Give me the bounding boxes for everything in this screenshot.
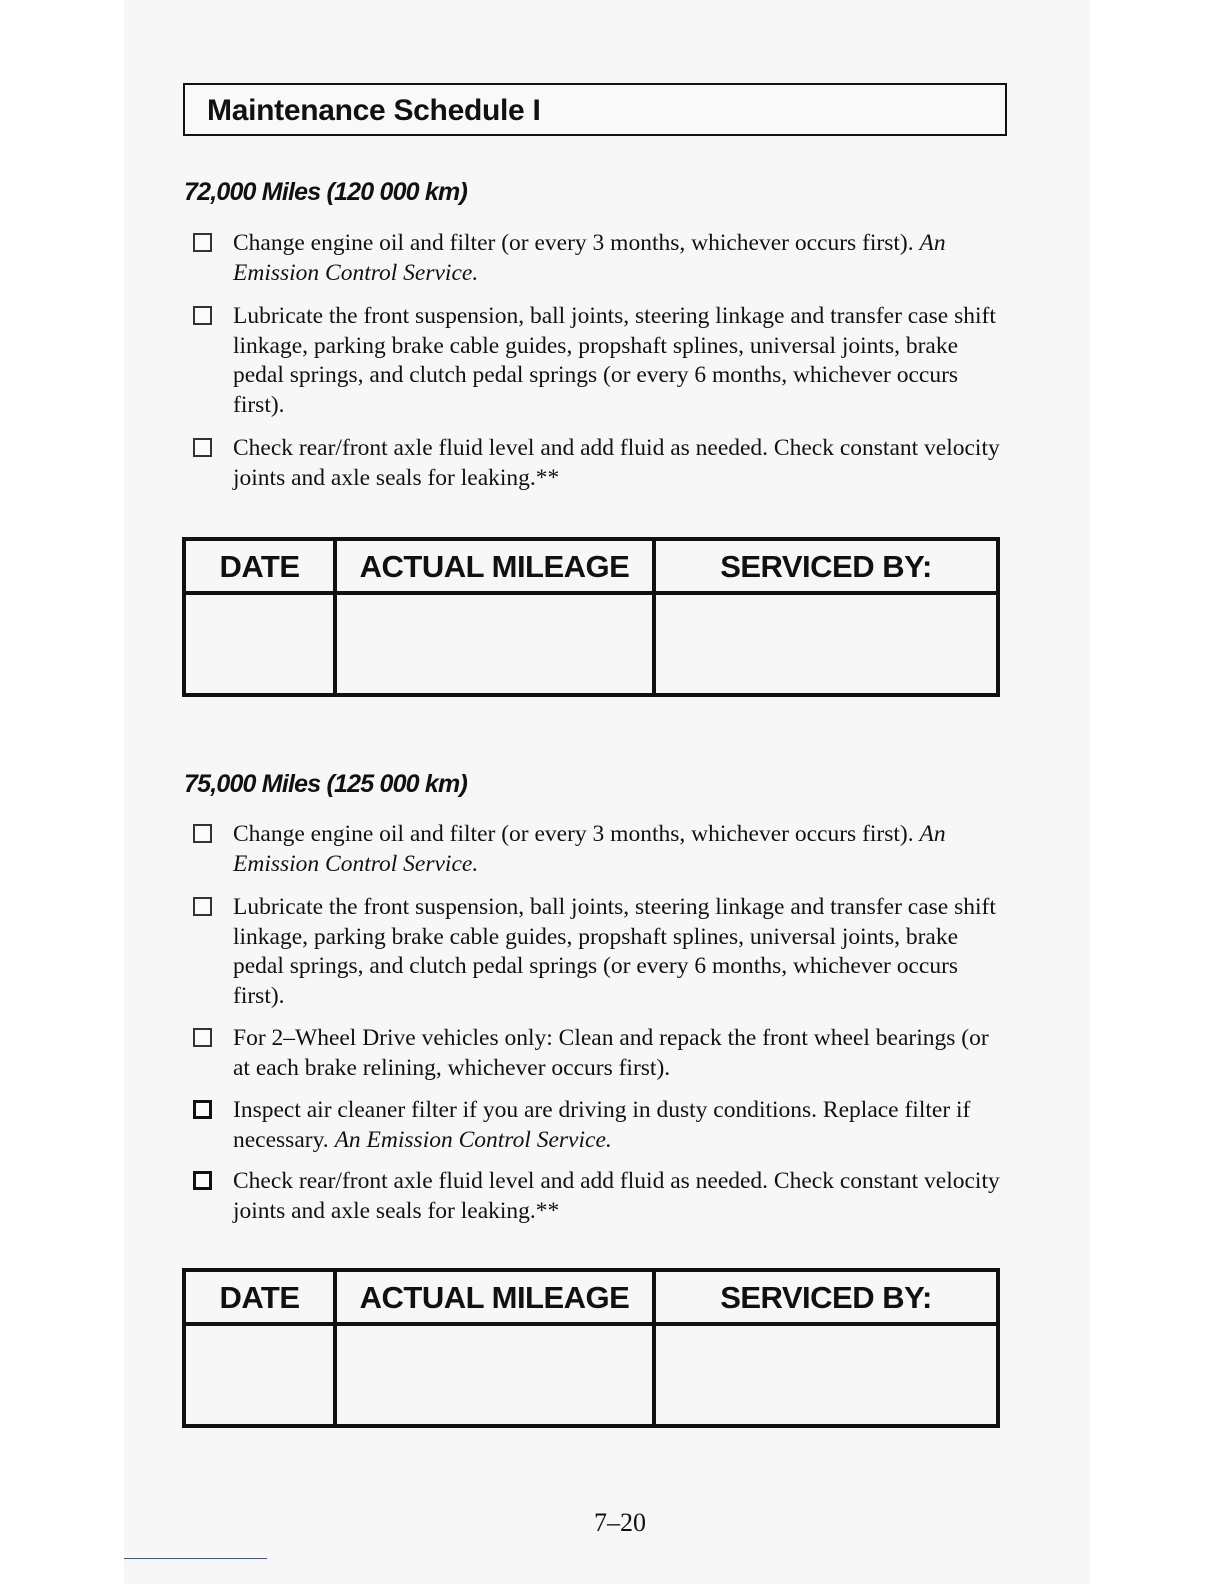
task-item <box>193 1096 1005 1155</box>
task-text: Check rear/front axle fluid level and add fluid as needed. Check constant velocity joints and axle seals for leaking.** <box>233 435 1000 491</box>
serviced-by-cell[interactable] <box>656 1326 996 1424</box>
task-text: Lubricate the front suspension, ball joints, steering linkage and transfer case shift linkage, parking brake cable guides, propshaft splines, universal joints, brake pedal springs, and clutch pedal springs (or every 6 months, whichever occurs first). <box>233 894 996 1009</box>
page-number: 7–20 <box>594 1508 646 1537</box>
task-checkbox[interactable] <box>193 233 212 252</box>
task-checkbox[interactable] <box>193 897 212 916</box>
task-checkbox[interactable] <box>193 1171 212 1190</box>
date-cell[interactable] <box>186 595 333 693</box>
actual-mileage-header: ACTUAL MILEAGE <box>359 1280 630 1315</box>
task-checkbox[interactable] <box>193 1028 212 1047</box>
section-title-75000: 75,000 Miles (125 000 km) <box>184 770 467 798</box>
task-checkbox[interactable] <box>193 438 212 457</box>
task-checkbox[interactable] <box>193 1100 212 1119</box>
service-log-table <box>182 537 1000 697</box>
actual-mileage-cell[interactable] <box>337 595 652 693</box>
task-text: Lubricate the front suspension, ball joints, steering linkage and transfer case shift linkage, parking brake cable guides, propshaft splines, universal joints, brake pedal springs, and clutch pedal springs (or every 6 months, whichever occurs first). <box>233 303 996 418</box>
service-log-table <box>182 1268 1000 1428</box>
page-title: Maintenance Schedule I <box>207 94 541 127</box>
task-item <box>193 302 1005 420</box>
task-text: Change engine oil and filter (or every 3 months, whichever occurs first). An Emission Control Service. <box>233 821 946 877</box>
date-cell[interactable] <box>186 1326 333 1424</box>
task-item <box>193 1024 1005 1083</box>
date-header: DATE <box>219 1280 300 1315</box>
actual-mileage-header: ACTUAL MILEAGE <box>359 549 630 584</box>
actual-mileage-cell[interactable] <box>337 1326 652 1424</box>
date-header: DATE <box>219 549 300 584</box>
serviced-by-cell[interactable] <box>656 595 996 693</box>
task-item <box>193 820 1005 879</box>
task-item <box>193 893 1005 1011</box>
task-checkbox[interactable] <box>193 306 212 325</box>
task-item <box>193 434 1005 493</box>
task-text: Inspect air cleaner filter if you are driving in dusty conditions. Replace filter if necessary. An Emission Control Service. <box>233 1097 971 1153</box>
task-text: Check rear/front axle fluid level and add fluid as needed. Check constant velocity joints and axle seals for leaking.** <box>233 1168 1000 1224</box>
task-item <box>193 1167 1005 1226</box>
task-checkbox[interactable] <box>193 824 212 843</box>
section-title-72000: 72,000 Miles (120 000 km) <box>184 178 467 206</box>
link-underline <box>124 1558 267 1559</box>
task-item <box>193 229 1005 288</box>
schedule-header-box <box>183 83 1007 136</box>
serviced-by-header: SERVICED BY: <box>720 549 932 584</box>
task-text: For 2–Wheel Drive vehicles only: Clean and repack the front wheel bearings (or at each brake relining, whichever occurs first). <box>233 1025 989 1081</box>
serviced-by-header: SERVICED BY: <box>720 1280 932 1315</box>
task-text: Change engine oil and filter (or every 3 months, whichever occurs first). An Emission Control Service. <box>233 230 946 286</box>
